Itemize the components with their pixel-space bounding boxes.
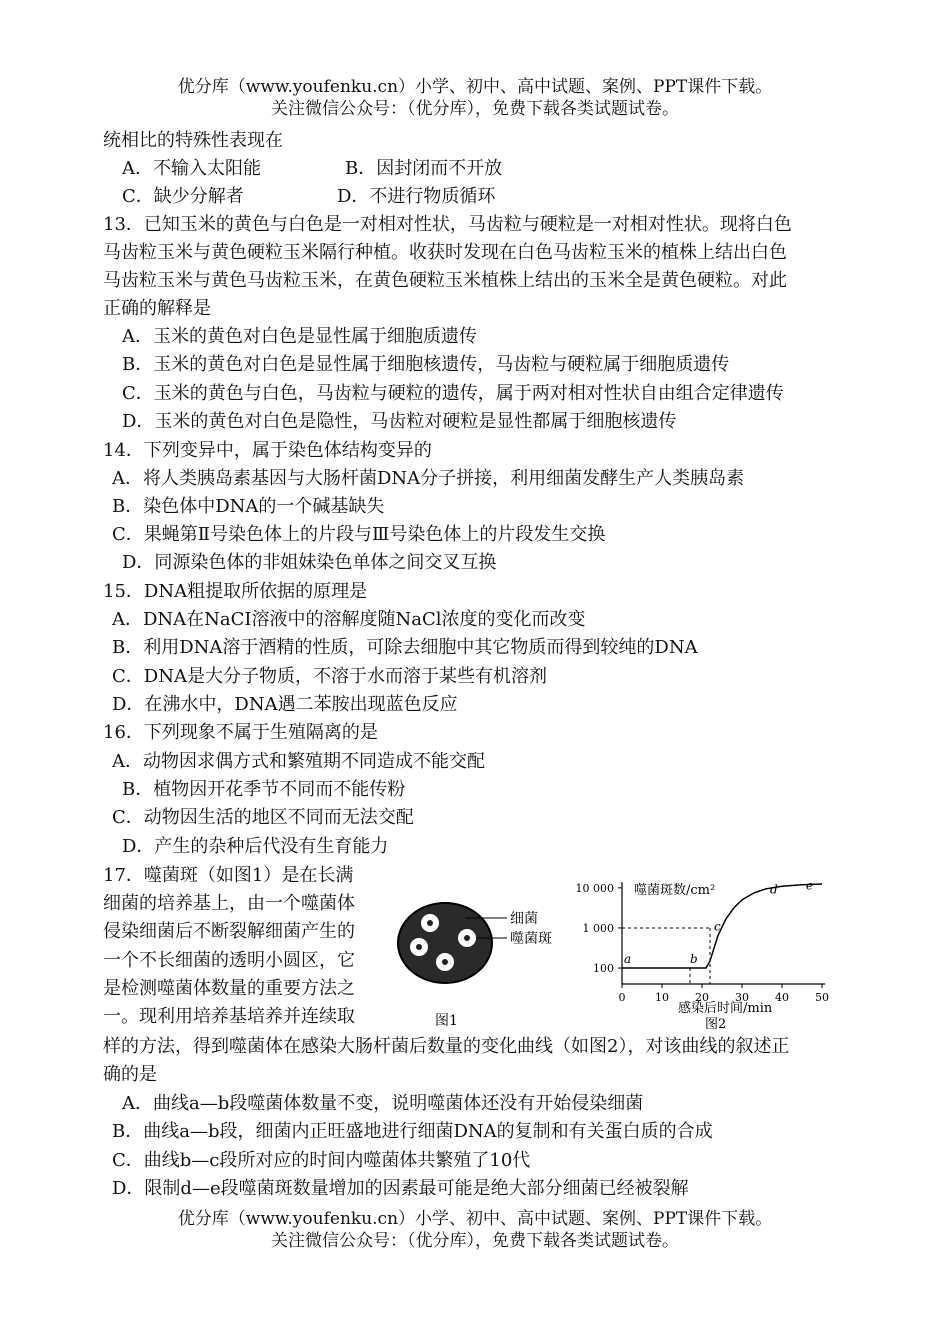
plaque — [458, 929, 476, 947]
q16-option-d: D．产生的杂种后代没有生育能力 — [122, 836, 389, 857]
point-label-b: b — [690, 951, 698, 966]
q14-option-b: B．染色体中DNA的一个碱基缺失 — [112, 496, 385, 517]
q14-option-d: D．同源染色体的非姐妹染色单体之间交叉互换 — [122, 552, 497, 573]
q12-option-a: A．不输入太阳能 — [122, 158, 261, 179]
plaque — [436, 953, 454, 971]
q13-stem-line: 马齿粒玉米与黄色硬粒玉米隔行种植。收获时发现在白色马齿粒玉米的植株上结出白色 — [103, 242, 787, 263]
q15-stem: 15．DNA粗提取所依据的原理是 — [103, 581, 368, 602]
q17-option-c: C．曲线b—c段所对应的时间内噬菌体共繁殖了10代 — [112, 1150, 531, 1171]
footer-line-2: 关注微信公众号：（优分库），免费下载各类试题试卷。 — [271, 1231, 679, 1251]
point-label-e: e — [806, 878, 814, 893]
label-plaque: 噬菌斑 — [510, 931, 552, 947]
q14-option-c: C．果蝇第Ⅱ号染色体上的片段与Ⅲ号染色体上的片段发生交换 — [112, 524, 606, 545]
q17-stem-line: 是检测噬菌体数量的重要方法之 — [103, 978, 355, 999]
q12-stem-tail: 统相比的特殊性表现在 — [103, 130, 283, 151]
q15-option-a: A．DNA在NaCI溶液中的溶解度随NaCl浓度的变化而改变 — [112, 609, 586, 630]
q17-option-d: D．限制d—e段噬菌斑数量增加的因素最可能是绝大部分细菌已经被裂解 — [112, 1178, 689, 1199]
q17-stem-cont: 确的是 — [103, 1064, 157, 1085]
q13-stem-line: 正确的解释是 — [103, 298, 211, 319]
figure-1-petri-dish — [395, 885, 585, 1030]
q17-stem-line: 细菌的培养基上，由一个噬菌体 — [103, 893, 355, 914]
q17-stem-cont: 样的方法，得到噬菌体在感染大肠杆菌后数量的变化曲线（如图2），对该曲线的叙述正 — [103, 1036, 790, 1057]
q17-option-b: B．曲线a—b段，细菌内正旺盛地进行细菌DNA的复制和有关蛋白质的合成 — [112, 1121, 713, 1142]
header-line-1: 优分库（www.youfenku.cn）小学、初中、高中试题、案例、PPT课件下载。 — [177, 77, 773, 97]
point-label-d: d — [770, 882, 778, 897]
q13-stem-line: 马齿粒玉米与黄色马齿粒玉米，在黄色硬粒玉米植株上结出的玉米全是黄色硬粒。对此 — [103, 270, 787, 291]
q16-option-c: C．动物因生活的地区不同而无法交配 — [112, 807, 414, 828]
y-tick-label: 10 000 — [575, 881, 614, 895]
x-tick-label: 30 — [735, 991, 749, 1004]
x-tick-label: 0 — [618, 991, 626, 1004]
q13-stem-line: 13．已知玉米的黄色与白色是一对相对性状，马齿粒与硬粒是一对相对性状。现将白色 — [103, 214, 792, 235]
q15-option-b: B．利用DNA溶于酒精的性质，可除去细胞中其它物质而得到较纯的DNA — [112, 637, 698, 658]
x-tick-label: 50 — [815, 991, 829, 1004]
q16-option-b: B．植物因开花季节不同而不能传粉 — [122, 779, 406, 800]
q13-option-c: C．玉米的黄色与白色，马齿粒与硬粒的遗传，属于两对相对性状自由组合定律遗传 — [122, 383, 784, 404]
x-tick-label: 10 — [655, 991, 669, 1004]
q12-option-c: C．缺少分解者 — [122, 186, 244, 207]
q12-option-b: B．因封闭而不开放 — [345, 158, 503, 179]
q17-stem-line: 一个不长细菌的透明小圆区，它 — [103, 950, 355, 971]
plaque — [410, 938, 428, 956]
x-tick-label: 40 — [775, 991, 789, 1004]
q17-stem-line: 一。现利用培养基培养并连续取 — [103, 1006, 355, 1027]
q17-option-a: A．曲线a—b段噬菌体数量不变，说明噬菌体还没有开始侵染细菌 — [122, 1093, 644, 1114]
y-tick-label: 100 — [593, 962, 614, 976]
q13-option-d: D．玉米的黄色对白色是隐性，马齿粒对硬粒是显性都属于细胞核遗传 — [122, 411, 677, 432]
footer-line-1: 优分库（www.youfenku.cn）小学、初中、高中试题、案例、PPT课件下载。 — [177, 1209, 773, 1229]
q16-stem: 16．下列现象不属于生殖隔离的是 — [103, 722, 378, 743]
figure-2-chart — [570, 872, 835, 1032]
q17-stem-line: 侵染细菌后不断裂解细菌产生的 — [103, 921, 355, 942]
q15-option-c: C．DNA是大分子物质，不溶于水而溶于某些有机溶剂 — [112, 666, 547, 687]
q14-option-a: A．将人类胰岛素基因与大肠杆菌DNA分子拼接，利用细菌发酵生产人类胰岛素 — [112, 468, 745, 489]
point-label-a: a — [624, 951, 632, 966]
q17-stem-line: 17．噬菌斑（如图1）是在长满 — [103, 865, 354, 886]
q13-option-b: B．玉米的黄色对白色是显性属于细胞核遗传，马齿粒与硬粒属于细胞质遗传 — [122, 354, 730, 375]
q13-option-a: A．玉米的黄色对白色是显性属于细胞质遗传 — [122, 326, 477, 347]
label-bacteria: 细菌 — [510, 911, 538, 927]
q16-option-a: A．动物因求偶方式和繁殖期不同造成不能交配 — [112, 751, 485, 772]
q12-option-d: D．不进行物质循环 — [337, 186, 496, 207]
figure-1-caption: 图1 — [435, 1013, 458, 1029]
figure-2-caption: 图2 — [705, 1017, 727, 1032]
q15-option-d: D．在沸水中，DNA遇二苯胺出现蓝色反应 — [112, 694, 458, 715]
header-line-2: 关注微信公众号：（优分库），免费下载各类试题试卷。 — [271, 99, 679, 119]
q14-stem: 14．下列变异中，属于染色体结构变异的 — [103, 440, 432, 461]
x-axis-label: 感染后时间/min — [678, 1001, 773, 1016]
y-axis-label: 噬菌斑数/cm² — [634, 883, 716, 898]
plaque — [421, 914, 439, 932]
x-tick-label: 20 — [695, 991, 709, 1004]
y-tick-label: 1 000 — [582, 921, 614, 935]
point-label-c: c — [714, 919, 721, 934]
